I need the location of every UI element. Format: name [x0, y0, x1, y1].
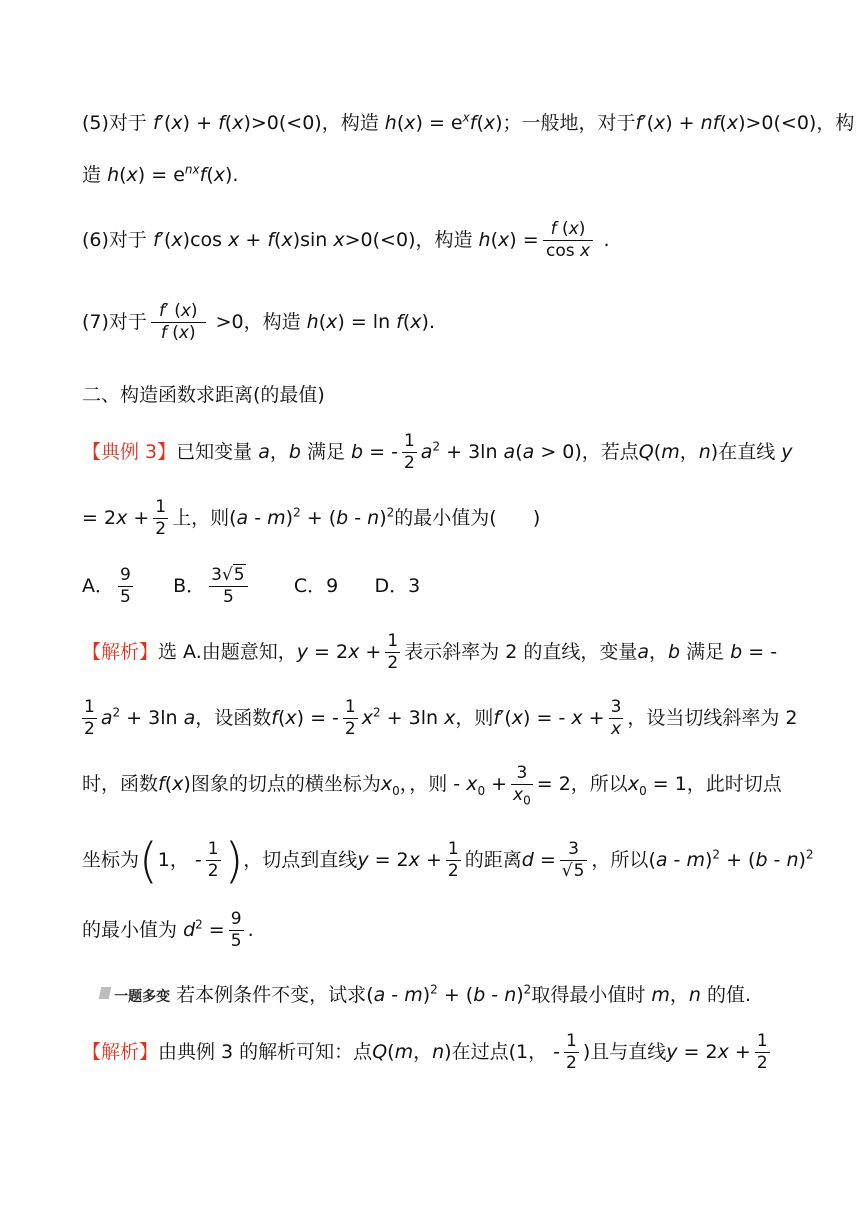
- badge-icon: [99, 987, 112, 999]
- item7-line: (7)对于 $\frac{f' (x)}{f (x)}$ >0，构造 h(x) = ln f(x).: [82, 301, 435, 343]
- example3-line2: = 2x + $\frac{1}{2}$ 上，则(a - m)$^2$ + (b - n)$^2$的最小值为( ): [82, 497, 541, 539]
- example-tag: 【典例 3】: [82, 441, 177, 463]
- fraction-fprime-over-f: $\frac{f' (x)}{f (x)}$: [151, 301, 206, 344]
- item5-number: (5): [82, 112, 109, 134]
- analysis2-line1: 【解析】由典例 3 的解析可知：点Q(m，n)在过点(1， - $\frac{1}{2}$ )且与直线y = 2x + $\frac{1}{2}$: [82, 1031, 768, 1073]
- analysis-line4: 坐标为(1， - $\frac{1}{2}$ )，切点到直线y = 2x + $\frac{1}{2}$ 的距离d = $\frac{3}{√5}$ ，所以(a - m)$^2$ + (b - n)$^2$: [82, 832, 814, 889]
- item5-line1: (5)对于 f′(x) + f(x)>0(<0)，构造 $h(x) = e^xf(x)$；一般地，对于f′(x) + nf(x)>0(<0)，构: [82, 110, 855, 134]
- variation-badge: 一题多变: [100, 984, 170, 1010]
- analysis-line5: 的最小值为 $d^2$ = $\frac{9}{5}$ .: [82, 909, 254, 951]
- option-b[interactable]: B． $\frac{3√5}{5}$: [173, 575, 252, 597]
- option-a[interactable]: A． $\frac{9}{5}$: [82, 565, 131, 607]
- analysis-line3: 时，函数f(x)图象的切点的横坐标为$x_0$，，则 - $x_0$ + $\frac{3}{x_0}$ = 2，所以$x_0 = 1$，此时切点: [82, 763, 782, 808]
- variation-line: 一题多变 若本例条件不变，试求(a - m)$^2$ + (b - n)$^2$取得最小值时 m，n 的值.: [82, 982, 780, 1010]
- item5-line2: 造 $h(x) = e^{nx}f(x)$.: [82, 162, 239, 186]
- analysis2-tag: 【解析】: [82, 1041, 159, 1063]
- analysis-tag: 【解析】: [82, 641, 159, 663]
- item6-line: (6)对于 f′(x)cos x + f(x)sin x>0(<0)，构造 h(x) = $\frac{f (x)}{\text{cos x}}$ .: [82, 219, 610, 261]
- section-heading: 二、构造函数求距离(的最值): [82, 384, 325, 406]
- answer-options: [82, 562, 780, 610]
- analysis-line2: $\frac{1}{2}$ $a^2 + 3\ln$ a，设函数f(x) = - $\frac{1}{2}$ $x^2 + 3\ln$ x，则f′(x) = - x + $\frac{3}{x}$ ，设当切线斜率为 2: [84, 697, 798, 739]
- example3-line1: 【典例 3】已知变量 a，b 满足 b = - $\frac{1}{2}$ $a^2 + 3\ln$ a(a > 0)，若点Q(m，n)在直线 y: [82, 431, 793, 473]
- option-c[interactable]: C．9: [293, 575, 339, 597]
- option-d[interactable]: D．3: [374, 575, 421, 597]
- fraction-fx-over-cosx: $\frac{f (x)}{\text{cos x}}$: [543, 219, 594, 262]
- analysis-line1: 【解析】选 A.由题意知，y = 2x + $\frac{1}{2}$ 表示斜率为 2 的直线，变量a，b 满足 b = -: [82, 631, 778, 673]
